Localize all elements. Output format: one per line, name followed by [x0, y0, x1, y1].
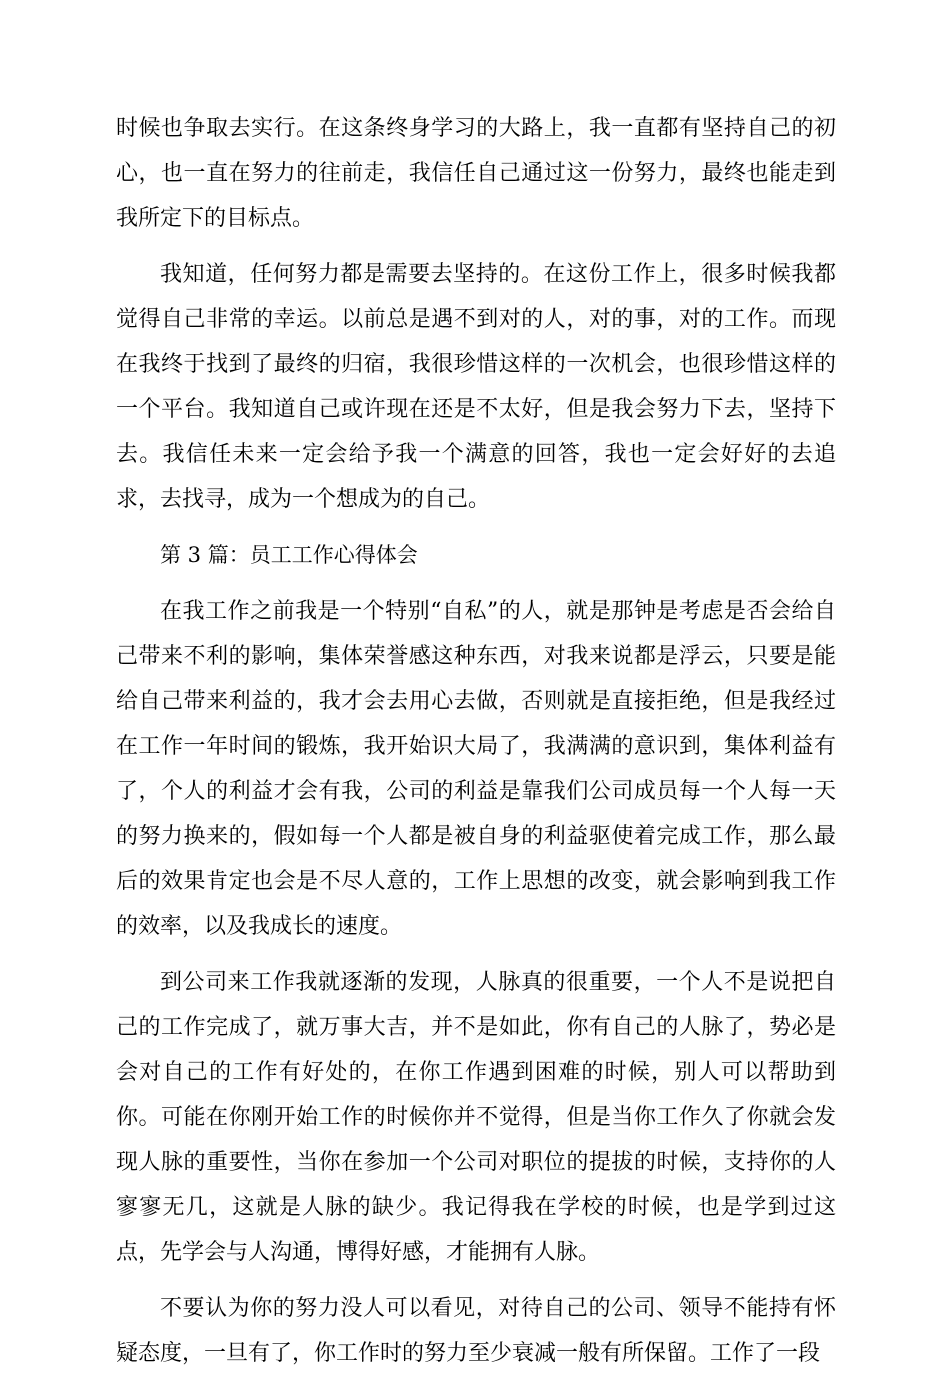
paragraph: 到公司来工作我就逐渐的发现，人脉真的很重要，一个人不是说把自己的工作完成了，就万事大吉，并不是如此，你有自己的人脉了，势必是会对自己的工作有好处的，在你工作遇到困难的时候，别人可以帮助到你。可能在你刚开始工作的时候你并不觉得，但是当你工作久了你就会发现人脉的重要性，当你在参加一个公司对职位的提拔的时候，支持你的人寥寥无几，这就是人脉的缺少。我记得我在学校的时候，也是学到过这点，先学会与人沟通，博得好感，才能拥有人脉。: [116, 970, 836, 1265]
paragraph: 不要认为你的努力没人可以看见，对待自己的公司、领导不能持有怀疑态度，一旦有了，你工作时的努力至少衰减一般有所保留。工作了一段: [116, 1296, 836, 1366]
paragraph: 在我工作之前我是一个特别“自私”的人，就是那钟是考虑是否会给自己带来不利的影响，集体荣誉感这种东西，对我来说都是浮云，只要是能给自己带来利益的，我才会去用心去做，否则就是直接拒绝，但是我经过在工作一年时间的锻炼，我开始识大局了，我满满的意识到，集体利益有了，个人的利益才会有我，公司的利益是靠我们公司成员每一个人每一天的努力换来的，假如每一个人都是被自身的利益驱使着完成工作，那么最后的效果肯定也会是不尽人意的，工作上思想的改变，就会影响到我工作的效率，以及我成长的速度。: [116, 599, 836, 939]
document-body: [116, 106, 836, 1387]
paragraph-continuation: 时候也争取去实行。在这条终身学习的大路上，我一直都有坚持自己的初心，也一直在努力的往前走，我信任自己通过这一份努力，最终也能走到我所定下的目标点。: [116, 116, 836, 231]
paragraph: 我知道，任何努力都是需要去坚持的。在这份工作上，很多时候我都觉得自己非常的幸运。以前总是遇不到对的人，对的事，对的工作。而现在我终于找到了最终的归宿，我很珍惜这样的一次机会，也很珍惜这样的一个平台。我知道自己或许现在还是不太好，但是我会努力下去，坚持下去。我信任未来一定会给予我一个满意的回答，我也一定会好好的去追求，去找寻，成为一个想成为的自己。: [116, 262, 836, 512]
section-heading: 第 3 篇：员工工作心得体会: [160, 543, 418, 567]
